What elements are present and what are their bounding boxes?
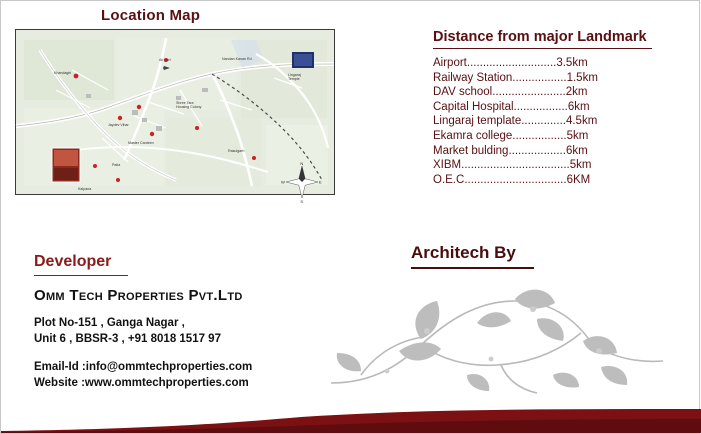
svg-text:W: W [281, 179, 285, 185]
location-map-frame[interactable] [15, 29, 335, 204]
list-item [433, 85, 683, 100]
svg-text:Shree Tara: Shree Tara [176, 101, 194, 105]
distance-dots: ................. [513, 100, 568, 113]
distance-value: 5km [569, 159, 592, 172]
distance-value: 3.5km [556, 57, 588, 69]
footer-band [1, 409, 701, 433]
developer-address-line2: Unit 6 , BBSR-3 , +91 8018 1517 97 [34, 333, 221, 345]
list-item [433, 114, 683, 129]
distance-label: Lingaraj template [433, 115, 522, 128]
architect-heading: Architech By [411, 243, 516, 262]
distance-dots: .............. [521, 115, 566, 128]
svg-text:Temple: Temple [288, 77, 300, 81]
developer-address-line1: Plot No-151 , Ganga Nagar , [34, 317, 185, 329]
architect-heading-underline [411, 267, 534, 269]
svg-text:Khandagiri: Khandagiri [54, 71, 72, 75]
developer-company-name: Omm Tech Properties Pvt.Ltd [34, 287, 243, 304]
developer-email[interactable]: Email-Id :info@ommtechproperties.com [34, 361, 253, 373]
developer-heading: Developer [34, 253, 112, 270]
list-item [433, 144, 683, 159]
svg-text:Rasulgarh: Rasulgarh [228, 149, 245, 153]
developer-contact [34, 359, 252, 391]
svg-text:Lingaraj: Lingaraj [288, 73, 301, 77]
developer-website[interactable]: Website :www.ommtechproperties.com [34, 377, 249, 389]
svg-text:E: E [319, 179, 322, 185]
distance-value: 6KM [566, 173, 591, 186]
svg-text:Master Canteen: Master Canteen [128, 141, 154, 145]
distance-value: 6km [565, 144, 588, 157]
svg-text:Patia: Patia [112, 163, 121, 167]
list-item [433, 56, 683, 71]
distance-dots: ................................ [464, 173, 567, 186]
list-item [433, 71, 683, 86]
distance-dots: ................. [512, 129, 567, 142]
distance-title-underline [433, 48, 652, 49]
svg-text:Kalpana: Kalpana [78, 187, 92, 191]
svg-text:Jaydev Vihar: Jaydev Vihar [108, 123, 129, 127]
distance-label: Market bulding [433, 144, 509, 157]
developer-address [34, 315, 221, 347]
distance-value: 2km [565, 86, 588, 99]
distance-value: 5km [566, 129, 589, 142]
footer-swoosh-icon [1, 407, 701, 433]
distance-dots: ............................ [466, 57, 557, 69]
distance-section-title: Distance from major Landmark [433, 29, 647, 45]
distance-dots: ....................... [492, 86, 566, 99]
list-item [433, 158, 683, 173]
list-item [433, 129, 683, 144]
distance-label: Railway Station [433, 71, 513, 84]
developer-heading-underline [34, 275, 128, 276]
list-item [433, 173, 683, 188]
distance-dots: .................. [508, 144, 566, 157]
distance-label: Ekamra college [433, 129, 513, 142]
distance-label: Capital Hospital [433, 100, 514, 113]
svg-text:Nandan Kanan Rd: Nandan Kanan Rd [222, 57, 252, 61]
distance-dots: .................................. [461, 159, 570, 172]
distance-label: Airport [433, 57, 467, 69]
distance-value: 1.5km [566, 71, 598, 84]
distance-label: DAV school [433, 86, 493, 99]
location-map-image [16, 30, 334, 204]
svg-text:S: S [300, 199, 304, 204]
distance-dots: ................. [512, 71, 567, 84]
floral-ornament-icon [301, 279, 701, 409]
distance-value: 4.5km [565, 115, 598, 128]
svg-text:N: N [300, 161, 304, 166]
svg-text:Housing Colony: Housing Colony [176, 105, 202, 109]
distance-list [433, 56, 683, 187]
distance-label: O.E.C [433, 173, 465, 186]
location-map-title: Location Map [101, 7, 201, 24]
distance-value: 6km [567, 100, 590, 113]
list-item [433, 100, 683, 115]
distance-label: XIBM [433, 159, 462, 172]
svg-text:Air port: Air port [159, 58, 171, 62]
